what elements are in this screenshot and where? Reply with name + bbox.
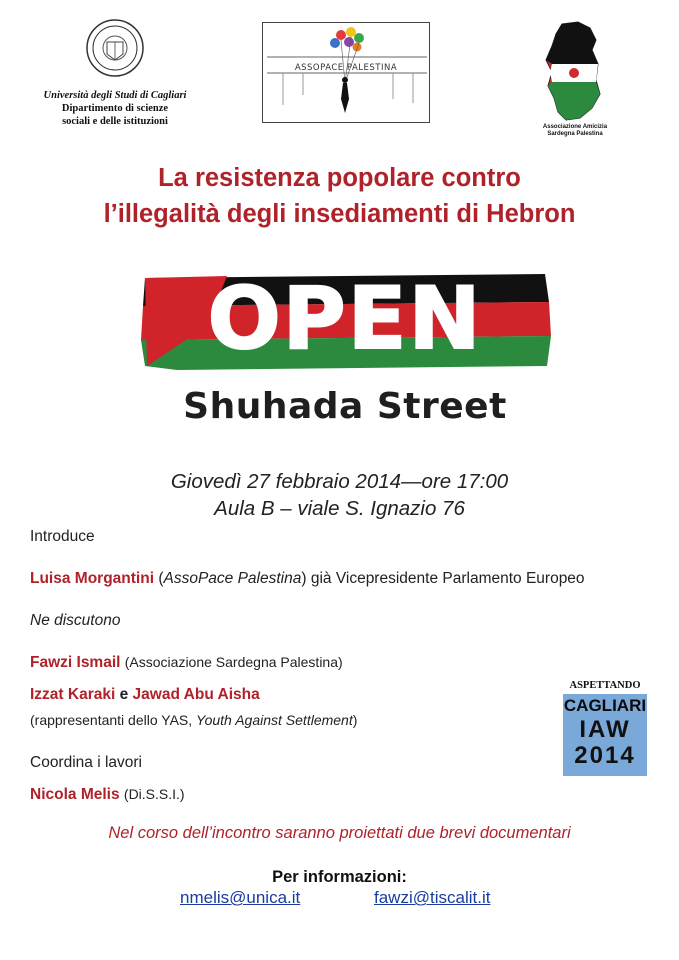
speaker-2-org: (Associazione Sardegna Palestina) (124, 654, 343, 670)
assopace-logo (262, 22, 430, 123)
speaker-5-line (30, 786, 185, 804)
speaker-5-org: (Di.S.S.I.) (123, 786, 185, 802)
event-datetime (0, 468, 679, 522)
documentary-note: Nel corso dell’incontro saranno proiettati due brevi documentari (108, 824, 571, 842)
iaw-logo (563, 694, 647, 776)
speaker-2-name: Fawzi Ismail (30, 654, 121, 671)
assopace-logo-text: ASSOPACE PALESTINA (294, 63, 398, 73)
university-seal-icon (85, 18, 145, 78)
speakers-desc-suffix: ) (352, 712, 358, 728)
assopace-balloons-icon (263, 23, 431, 124)
event-title-line-1: La resistenza popolare contro (158, 164, 521, 192)
info-label: Per informazioni: (272, 868, 407, 886)
sardegna-logo-line-2: Sardegna Palestina (547, 131, 603, 137)
event-venue-line: Aula B – viale S. Ignazio 76 (214, 497, 465, 520)
speakers-3-4-line (30, 686, 260, 704)
event-title-line-2: l’illegalità degli insediamenti di Hebron (103, 200, 576, 228)
speaker-3-name: Izzat Karaki (30, 686, 116, 703)
banner-headline: OPEN (207, 269, 483, 369)
aspettando-iaw-badge (560, 680, 650, 776)
sardegna-logo-line-1: Associazione Amicizia (542, 124, 608, 130)
iaw-tag-line-2: 2014 (574, 742, 636, 769)
department-line-1: Dipartimento di scienze (61, 103, 169, 114)
event-title (0, 160, 679, 232)
speaker-2-line (30, 654, 343, 672)
speakers-desc-italic: Youth Against Settlement (196, 712, 353, 728)
university-name: Università degli Studi di Cagliari (43, 90, 187, 101)
discuss-label: Ne discutono (30, 612, 121, 629)
banner-subtitle: Shuhada Street (183, 386, 507, 427)
coordinate-label: Coordina i lavori (30, 754, 142, 771)
speaker-1-role: già Vicepresidente Parlamento Europeo (310, 570, 585, 587)
department-line-2: sociali e delle istituzioni (62, 116, 168, 127)
speaker-1-org: AssoPace Palestina (163, 570, 302, 587)
sardegna-map-icon (540, 20, 610, 124)
speakers-3-4-desc (30, 712, 357, 728)
aspettando-label: ASPETTANDO (569, 680, 641, 691)
speaker-4-name: Jawad Abu Aisha (132, 686, 260, 703)
sardegna-palestina-logo (520, 20, 630, 138)
event-date-line: Giovedì 27 febbraio 2014—ore 17:00 (170, 470, 509, 493)
email-link-nmelis[interactable]: nmelis@unica.it (180, 888, 301, 907)
iaw-city: CAGLIARI (563, 696, 647, 715)
iaw-tag-line-1: IAW (579, 716, 631, 743)
email-link-fawzi[interactable]: fawzi@tiscalit.it (374, 888, 491, 907)
speakers-desc-prefix: (rappresentanti dello YAS, (30, 712, 197, 728)
university-logo-block (20, 18, 210, 128)
speaker-1-line: Luisa Morgantini (AssoPace Palestina) già Vicepresidente Parlamento Europeo (30, 570, 585, 587)
introduce-label: Introduce (30, 528, 95, 545)
speaker-conjunction: e (119, 686, 129, 703)
speaker-5-name: Nicola Melis (30, 786, 120, 803)
speaker-1-name: Luisa Morgantini (30, 570, 154, 587)
